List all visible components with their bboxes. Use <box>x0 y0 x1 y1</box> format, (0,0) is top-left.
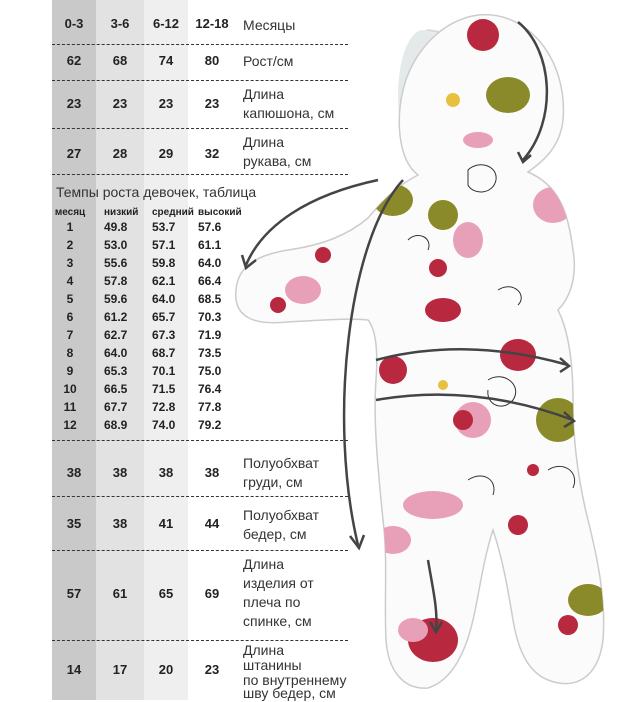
row-separator <box>52 496 348 497</box>
sleeve-value: 29 <box>158 146 174 161</box>
inseam-label: по внутреннему <box>243 672 347 688</box>
growth-cell: 8 <box>66 346 74 360</box>
growth-cell: 1 <box>66 220 74 234</box>
growth-cell: 5 <box>66 292 74 306</box>
growth-cell: 75.0 <box>198 364 222 378</box>
length-label: спинке, см <box>243 613 312 629</box>
growth-cell: 53.0 <box>104 238 128 252</box>
growth-header: низкий <box>104 207 139 218</box>
hood-value: 23 <box>204 96 220 111</box>
sleeve-value: 32 <box>204 146 220 161</box>
height-value: 68 <box>112 53 128 68</box>
growth-header: месяц <box>54 207 86 218</box>
growth-cell: 61.1 <box>198 238 222 252</box>
growth-cell: 68.5 <box>198 292 222 306</box>
growth-cell: 59.8 <box>152 256 176 270</box>
growth-cell: 57.1 <box>152 238 176 252</box>
growth-cell: 70.3 <box>198 310 222 324</box>
growth-cell: 71.9 <box>198 328 222 342</box>
inseam-label: штанины <box>243 657 302 673</box>
hood-value: 23 <box>66 96 82 111</box>
growth-header: высокий <box>198 207 242 218</box>
growth-cell: 65.3 <box>104 364 128 378</box>
hood-label: Длина <box>243 86 284 102</box>
growth-cell: 71.5 <box>152 382 176 396</box>
growth-table-title: Темпы роста девочек, таблица <box>56 184 257 200</box>
hips-label: бедер, см <box>243 526 307 542</box>
growth-cell: 12 <box>63 418 77 432</box>
growth-cell: 2 <box>66 238 74 252</box>
growth-cell: 77.8 <box>198 400 222 414</box>
inseam-value: 17 <box>112 662 128 677</box>
size-header: 3-6 <box>110 16 130 31</box>
hood-label: капюшона, см <box>243 105 335 121</box>
growth-cell: 62.7 <box>104 328 128 342</box>
growth-cell: 73.5 <box>198 346 222 360</box>
growth-cell: 64.0 <box>152 292 176 306</box>
hips-value: 44 <box>204 516 220 531</box>
inseam-value: 20 <box>158 662 174 677</box>
size-header: 0-3 <box>64 16 84 31</box>
growth-cell: 61.2 <box>104 310 128 324</box>
row-separator <box>52 440 348 441</box>
growth-cell: 79.2 <box>198 418 222 432</box>
length-value: 69 <box>204 586 220 601</box>
growth-cell: 62.1 <box>152 274 176 288</box>
growth-cell: 49.8 <box>104 220 128 234</box>
growth-cell: 74.0 <box>152 418 176 432</box>
growth-cell: 57.6 <box>198 220 222 234</box>
chest-value: 38 <box>158 465 174 480</box>
length-label: изделия от <box>243 575 314 591</box>
growth-cell: 6 <box>66 310 74 324</box>
chest-value: 38 <box>112 465 128 480</box>
growth-cell: 64.0 <box>104 346 128 360</box>
sleeve-value: 27 <box>66 146 82 161</box>
growth-cell: 7 <box>66 328 74 342</box>
row-separator <box>52 128 348 129</box>
growth-cell: 11 <box>63 400 77 414</box>
height-value: 80 <box>204 53 220 68</box>
growth-cell: 64.0 <box>198 256 222 270</box>
size-header: 6-12 <box>152 16 180 31</box>
growth-cell: 67.7 <box>104 400 128 414</box>
inseam-label: Длина <box>243 642 284 658</box>
sleeve-label: Длина <box>243 134 284 150</box>
inseam-value: 14 <box>66 662 82 677</box>
length-value: 65 <box>158 586 174 601</box>
growth-cell: 66.5 <box>104 382 128 396</box>
growth-cell: 68.9 <box>104 418 128 432</box>
growth-cell: 68.7 <box>152 346 176 360</box>
hips-value: 41 <box>158 516 174 531</box>
growth-cell: 4 <box>66 274 74 288</box>
row-separator <box>52 80 348 81</box>
growth-cell: 76.4 <box>198 382 222 396</box>
chest-label: Полуобхват <box>243 455 320 471</box>
growth-cell: 59.6 <box>104 292 128 306</box>
growth-cell: 55.6 <box>104 256 128 270</box>
growth-cell: 66.4 <box>198 274 222 288</box>
chest-value: 38 <box>66 465 82 480</box>
growth-cell: 10 <box>63 382 77 396</box>
row-separator <box>52 640 348 641</box>
size-header: 12-18 <box>195 16 229 31</box>
row-separator <box>52 550 348 551</box>
length-label: Длина <box>243 556 284 572</box>
growth-cell: 57.8 <box>104 274 128 288</box>
height-value: 62 <box>66 53 82 68</box>
height-label: Рост/см <box>243 53 294 69</box>
row-separator <box>52 174 348 175</box>
growth-cell: 3 <box>66 256 74 270</box>
hood-value: 23 <box>158 96 174 111</box>
hips-label: Полуобхват <box>243 507 320 523</box>
growth-cell: 70.1 <box>152 364 176 378</box>
chest-value: 38 <box>204 465 220 480</box>
growth-cell: 72.8 <box>152 400 176 414</box>
length-label: плеча по <box>243 594 301 610</box>
sleeve-label: рукава, см <box>243 153 312 169</box>
length-value: 57 <box>66 586 82 601</box>
growth-cell: 9 <box>66 364 74 378</box>
row-separator <box>52 44 348 45</box>
height-value: 74 <box>158 53 174 68</box>
hood-value: 23 <box>112 96 128 111</box>
inseam-label: шву бедер, см <box>243 685 336 701</box>
growth-cell: 65.7 <box>152 310 176 324</box>
sleeve-value: 28 <box>112 146 128 161</box>
chest-label: груди, см <box>243 474 303 490</box>
hips-value: 35 <box>66 516 82 531</box>
hips-value: 38 <box>112 516 128 531</box>
length-value: 61 <box>112 586 128 601</box>
growth-header: средний <box>152 207 194 218</box>
growth-cell: 53.7 <box>152 220 176 234</box>
months-label: Месяцы <box>243 17 296 33</box>
growth-cell: 67.3 <box>152 328 176 342</box>
inseam-value: 23 <box>204 662 220 677</box>
